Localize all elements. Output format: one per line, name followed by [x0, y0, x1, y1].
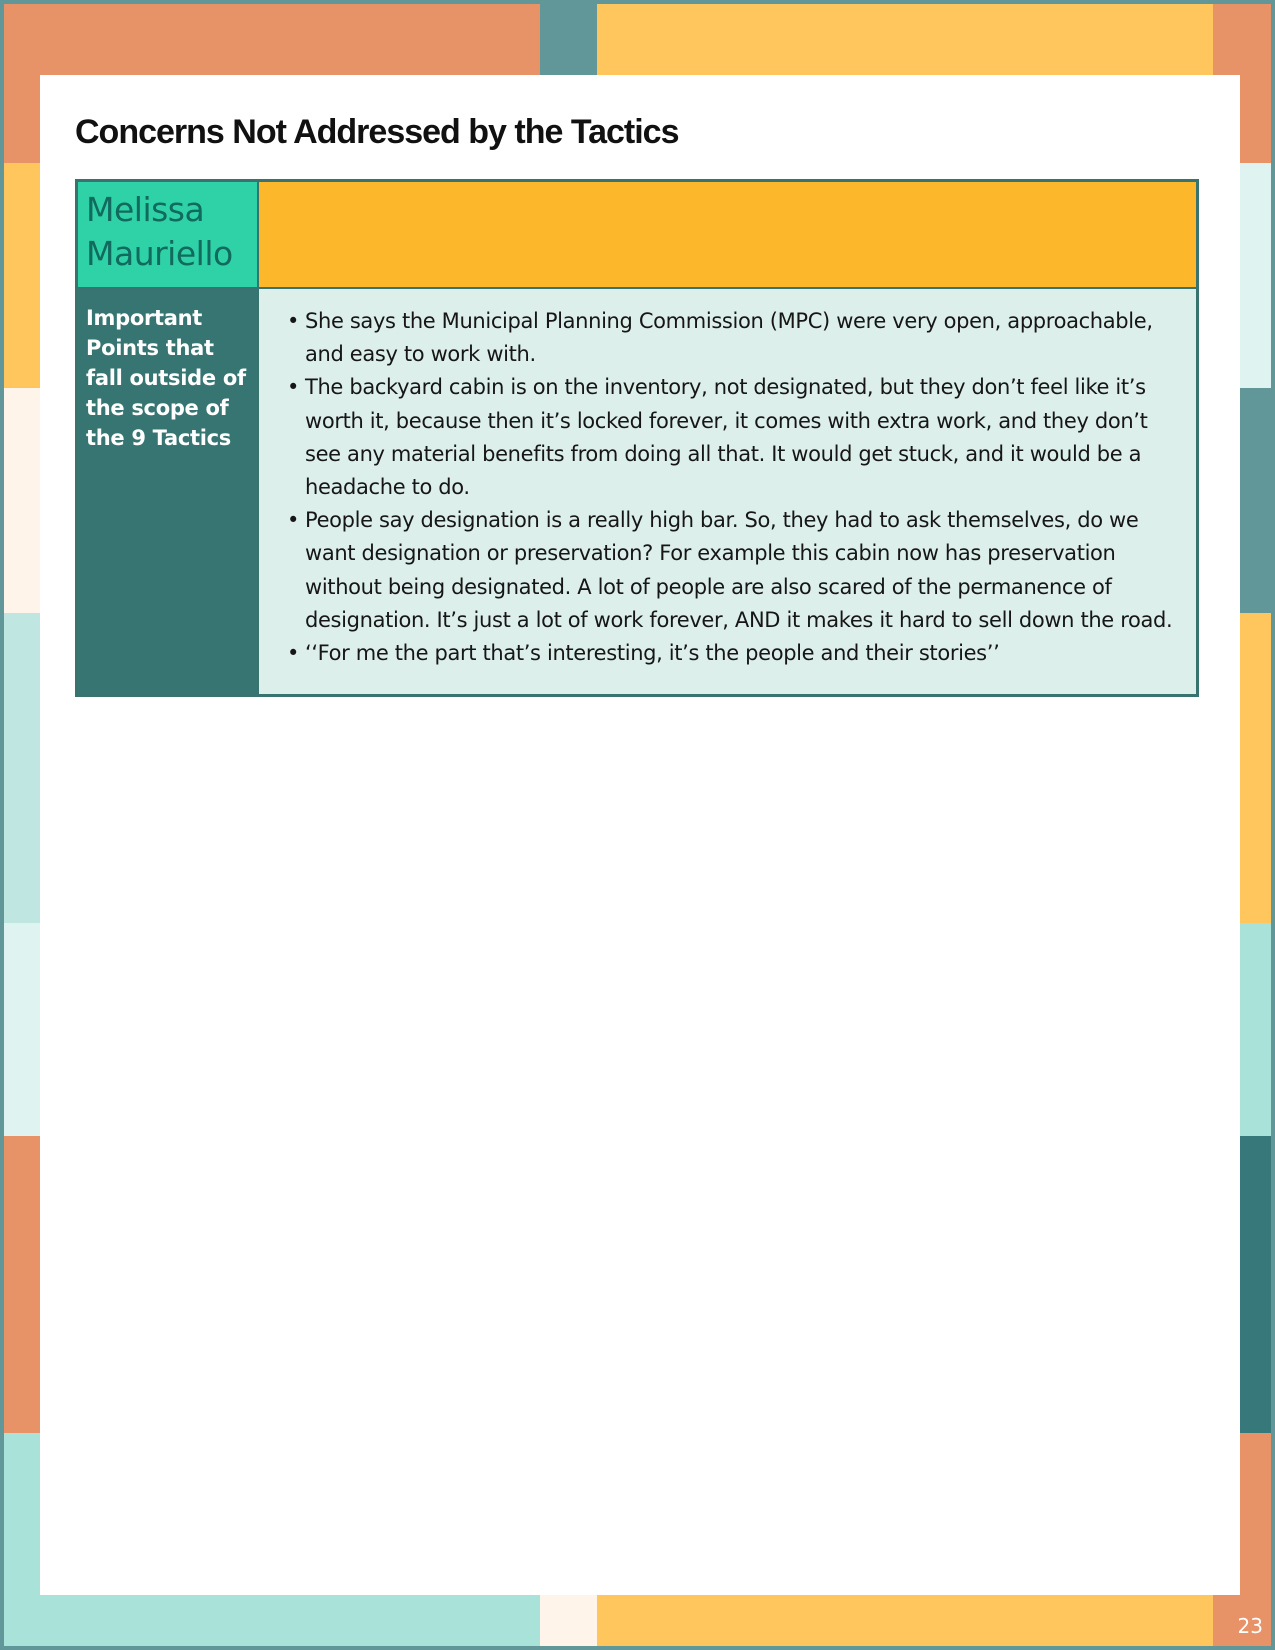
band-bottom-right — [597, 1595, 1213, 1650]
band-bottom-middle — [540, 1595, 597, 1650]
person-name: Melissa Mauriello — [86, 190, 233, 273]
band-left-7 — [0, 1433, 40, 1595]
band-left-1 — [0, 75, 40, 163]
points-list — [287, 305, 1176, 670]
header-fill-cell — [259, 182, 1196, 287]
interview-notes-table — [75, 179, 1199, 697]
band-left-6 — [0, 1136, 40, 1433]
band-top-left — [0, 0, 540, 75]
band-left-5 — [0, 923, 40, 1136]
band-top-right — [597, 0, 1213, 75]
band-top-middle — [540, 0, 597, 75]
band-right-3 — [1240, 388, 1275, 613]
band-left-3 — [0, 388, 40, 613]
band-left-2 — [0, 163, 40, 388]
row-label: Important Points that fall outside of the scope of the 9 Tactics — [86, 306, 246, 450]
list-item: • She says the Municipal Planning Commission (MPC) were very open, approachable, and easy to work with. — [287, 305, 1176, 371]
list-item: • ‘‘For me the part that’s interesting, it’s the people and their stories’’ — [287, 637, 1176, 670]
band-bottom-left — [0, 1595, 540, 1650]
band-left-4 — [0, 613, 40, 923]
list-item: • The backyard cabin is on the inventory, not designated, but they don’t feel like it’s worth it, because then it’s locked forever, it comes with extra work, and they don’t see any material benefits from doing all that. It would get stuck, and it would be a headache to do. — [287, 371, 1176, 504]
list-item: • People say designation is a really high bar. So, they had to ask themselves, do we want designation or preservation? For example this cabin now has preservation without being designated. A lot of people are also scared of the permanence of designation. It’s just a lot of work forever, AND it makes it hard to sell down the road. — [287, 504, 1176, 637]
page-title: Concerns Not Addressed by the Tactics — [75, 113, 679, 151]
band-top-corner — [1213, 0, 1275, 75]
band-right-2 — [1240, 163, 1275, 388]
band-right-5 — [1240, 923, 1275, 1136]
person-name-cell — [78, 182, 257, 287]
band-right-1 — [1240, 75, 1275, 163]
points-cell — [259, 289, 1196, 694]
band-right-4 — [1240, 613, 1275, 923]
band-right-6 — [1240, 1136, 1275, 1433]
row-label-cell — [78, 289, 257, 694]
band-right-7 — [1240, 1433, 1275, 1595]
page-number: 23 — [1237, 1614, 1263, 1638]
page-card — [40, 75, 1240, 1595]
